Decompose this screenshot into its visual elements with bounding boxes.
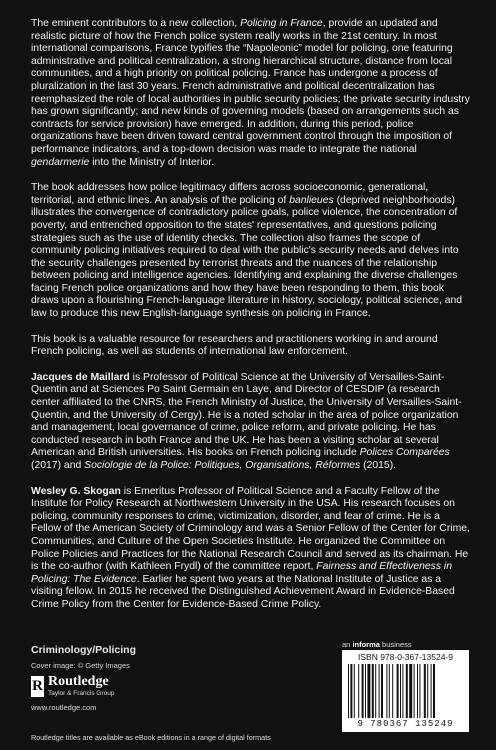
cover-credit: Cover image: © Getty Images bbox=[31, 661, 130, 670]
barcode-bar bbox=[365, 664, 366, 718]
barcode-bar bbox=[417, 664, 418, 718]
author-name: Wesley G. Skogan bbox=[31, 485, 121, 497]
ebook-note: Routledge titles are available as eBook editions in a range of digital formats bbox=[31, 733, 271, 742]
barcode-bar bbox=[381, 664, 383, 718]
report-title: Fairness and Effectiveness in Policing: The Evidence bbox=[31, 561, 453, 585]
barcode-bar bbox=[400, 664, 401, 718]
barcode-bar bbox=[419, 664, 420, 718]
barcode-bar bbox=[409, 664, 412, 718]
barcode-bar bbox=[414, 664, 415, 718]
barcode-bar bbox=[348, 664, 349, 718]
barcode-bar bbox=[427, 664, 428, 718]
banlieues-term: banlieues bbox=[289, 194, 334, 206]
barcode-digits: 9 780367 135249 bbox=[357, 719, 454, 729]
barcode-bar bbox=[402, 664, 403, 718]
barcode-bar bbox=[386, 664, 387, 718]
publisher-group: Taylor & Francis Group bbox=[48, 690, 115, 697]
routledge-mark-icon: R bbox=[31, 676, 44, 697]
barcode-bar bbox=[362, 664, 364, 718]
author-bio-maillard: Jacques de Maillard is Professor of Political Science at the University of Versailles-Saint-Quentin and at Sciences Po Saint Germain en Laye, and Director of CESDIP (a research center affiliated to the CNRS, the French Ministry of Justice, the University of Versailles-Saint-Quentin, and the University of Cergy). He is a noted scholar in the area of police organization and management, local governance of crime, police reform, and private policing. He has conducted research in both France and the UK. He has been a visiting scholar at several American and British universities. His books on French policing include Polices Comparées (2017) and Sociologie de la Police: Politiques, Organisations, Réformes (2015). bbox=[31, 371, 462, 471]
book-title: Policing in France bbox=[240, 18, 323, 29]
subject-category: Criminology/Policing bbox=[31, 644, 137, 656]
isbn-label: ISBN 978-0-367-13524-9 bbox=[358, 652, 453, 662]
gendarmerie-term: gendarmerie bbox=[31, 156, 90, 168]
blurb-column bbox=[31, 18, 471, 625]
barcode-bar bbox=[379, 664, 380, 718]
barcode-bar bbox=[406, 664, 408, 718]
barcode-bar bbox=[392, 664, 393, 718]
barcode-bar bbox=[375, 664, 376, 718]
barcode-bars bbox=[348, 664, 463, 718]
author-bio-skogan: Wesley G. Skogan is Emeritus Professor of Political Science and a Faculty Fellow of the Institute for Policy Research at Northwestern University in the USA. His research focuses on policing, community responses to crime, victimization, disorder, and fear of crime. He is a Fellow of the American Society of Criminology and was a Senior Fellow of the Center for Crime, Communities, and Culture of the Open Societies Institute. He organized the Committee on Police Policies and Practices for the National Research Council and served as its chairman. He is the co-author (with Kathleen Frydl) of the committee report, Fairness and Effectiveness in Policing: The Evidence. Earlier he spent two years at the National Institute of Justice as a visiting fellow. In 2015 he received the Distinguished Achievement Award in Evidence-Based Crime Policy from the Center for Evidence-Based Crime Policy. bbox=[31, 485, 470, 610]
barcode-bar bbox=[424, 664, 426, 718]
publisher-url: www.routledge.com bbox=[31, 703, 97, 712]
publisher-logo bbox=[31, 676, 211, 698]
barcode-bar bbox=[367, 664, 370, 718]
barcode-bar bbox=[431, 664, 432, 718]
intro-paragraph: The eminent contributors to a new collection, Policing in France, provide an updated and realistic picture of how the French police system really works in the 21st century. In most international comparisons, France typifies the “Napoleonic” model for policing, one featuring administrative and political centralization, a strong hierarchical structure, distance from local communities, and a high priority on political policing. France has undergone a process of pluralization in the last 30 years. French administrative and political decentralization has reemphasized the role of local authorities in public security policies; the private security industry has grown significantly; and new kinds of governing models (based on arrangements such as contracts for service provision) have emerged. In addition, during this period, police organizations have been driven toward central government control through the imposition of performance indicators, and a top-down decision was made to integrate the national gendarmerie into the Ministry of Interior. bbox=[31, 18, 470, 168]
isbn-barcode bbox=[342, 650, 469, 732]
barcode-bar bbox=[354, 664, 355, 718]
barcode-bar bbox=[389, 664, 390, 718]
informa-tagline: an informa business bbox=[342, 640, 412, 649]
barcode-bar bbox=[372, 664, 374, 718]
barcode-bar bbox=[350, 664, 352, 718]
barcode-bar bbox=[433, 664, 435, 718]
publisher-name: Routledge bbox=[48, 674, 109, 689]
barcode-bar bbox=[358, 664, 359, 718]
author-name: Jacques de Maillard bbox=[31, 371, 130, 383]
book-polices-comparees: Polices Comparées bbox=[359, 447, 450, 459]
audience-paragraph: This book is a valuable resource for researchers and practitioners working in and around French policing, as well as students of international law enforcement. bbox=[31, 333, 438, 358]
scope-paragraph: The book addresses how police legitimacy differs across socioeconomic, generational, territorial, and ethnic lines. An analysis of the policing of banlieues (deprived neighborhoods) illustrates the convergence of contradictory police goals, police violence, the concentration of poverty, and entrenched opposition to the states' representatives, and questions policing strategies such as the use of identity checks. The collection also frames the scope of community policing initiatives required to deal with the public's security needs and delves into the security challenges presented by terrorist threats and the nuances of the relationship between policing and intelligence agencies. Identifying and explaining the diverse challenges facing French police organizations and how they have been responding to them, this book draws upon a flourishing French-language literature in history, sociology, political science, and law to produce this new English-language synthesis on policing in France. bbox=[31, 182, 463, 320]
book-sociologie: Sociologie de la Police: Politiques, Organisations, Réformes bbox=[84, 460, 361, 471]
barcode-bar bbox=[397, 664, 399, 718]
